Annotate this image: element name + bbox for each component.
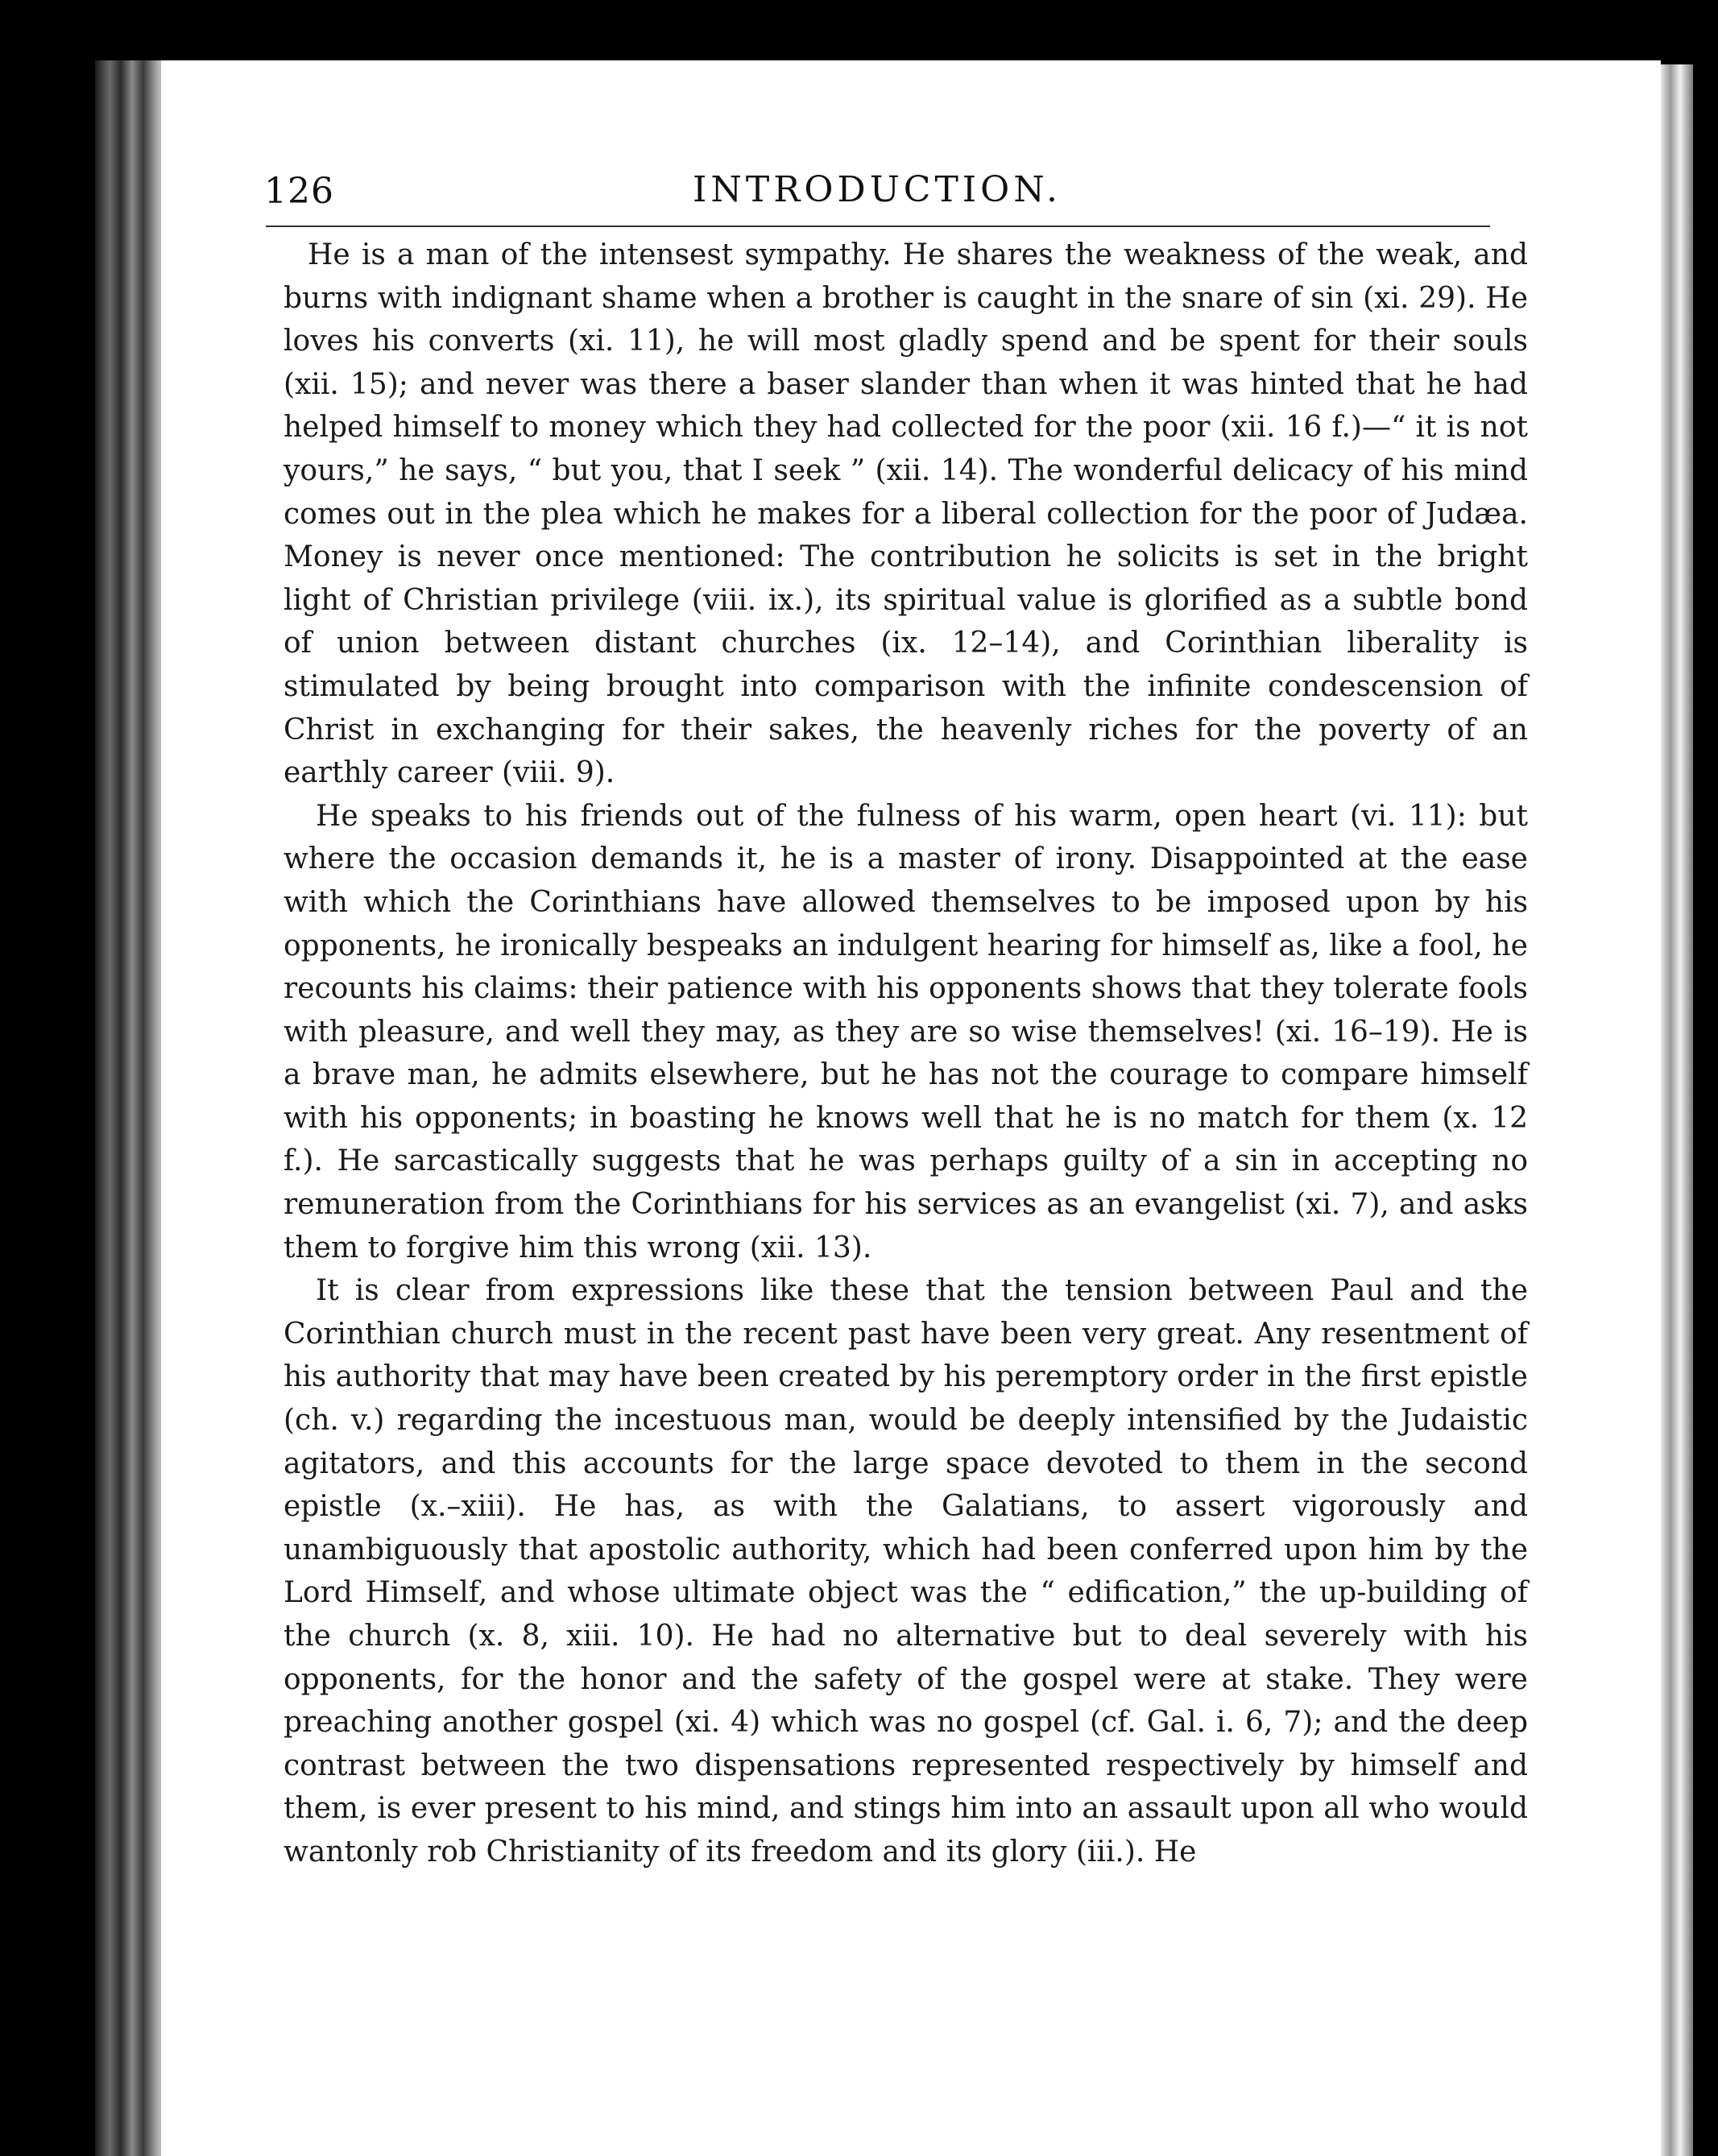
page-number: 126 (264, 171, 334, 212)
paragraph: He is a man of the intensest sympathy. He shares the weakness of the weak, and burns with indignant shame when a brother is caught in the snare of sin (xi. 29). He loves his converts (xi. 11), he will most gladly spend and be spent for their souls (xii. 15); and never was there a baser slander than when it was hinted that he had helped himself to money which they had collected for the poor (xii. 16 f.)—“ it is not yours,” he says, “ but you, that I seek ” (xii. 14). The wonderful delicacy of his mind comes out in the plea which he makes for a liberal collection for the poor of Judæa. Money is never once mentioned: The contribution he solicits is set in the bright light of Christian privilege (viii. ix.), its spiritual value is glorified as a subtle bond of union between distant churches (ix. 12–14), and Corinthian liberality is stimulated by being brought into comparison with the infinite condescension of Christ in exchanging for their sakes, the heavenly riches for the poverty of an earthly career (viii. 9). (284, 238, 1528, 790)
body-text (284, 234, 1528, 1874)
paragraph: It is clear from expressions like these that the tension between Paul and the Corinthian church must in the recent past have been very great. Any resentment of his authority that may have been created by his peremptory order in the first epistle (ch. v.) regarding the incestuous man, would be deeply intensified by the Judaistic agitators, and this accounts for the large space devoted to them in the second epistle (x.–xiii). He has, as with the Galatians, to assert vigorously and unambiguously that apostolic authority, which had been conferred upon him by the Lord Himself, and whose ultimate object was the “ edification,” the up-building of the church (x. 8, xiii. 10). He had no alternative but to deal severely with his opponents, for the honor and the safety of the gospel were at stake. They were preaching another gospel (xi. 4) which was no gospel (cf. Gal. i. 6, 7); and the deep contrast between the two dispensations represented respectively by himself and them, is ever present to his mind, and stings him into an assault upon all who would wantonly rob Christianity of its freedom and its glory (iii.). He (284, 1274, 1528, 1868)
book-spine-shadow (95, 60, 169, 2156)
page-right-edge (1661, 64, 1693, 2156)
running-head: INTRODUCTION. (693, 169, 1062, 210)
scan-border (1693, 0, 1718, 2156)
header-rule (266, 226, 1490, 227)
paragraph: He speaks to his friends out of the fulness of his warm, open heart (vi. 11): but where the occasion demands it, he is a master of irony. Disappointed at the ease with which the Corinthians have allowed themselves to be imposed upon by his opponents, he ironically bespeaks an indulgent hearing for himself as, like a fool, he recounts his claims: their patience with his opponents shows that they tolerate fools with pleasure, and well they may, as they are so wise themselves! (xi. 16–19). He is a brave man, he admits elsewhere, but he has not the courage to compare himself with his opponents; in boasting he knows well that he is no match for them (x. 12 f.). He sarcastically suggests that he was perhaps guilty of a sin in accepting no remuneration from the Corinthians for his services as an evangelist (xi. 7), and asks them to forgive him this wrong (xii. 13). (284, 799, 1528, 1264)
